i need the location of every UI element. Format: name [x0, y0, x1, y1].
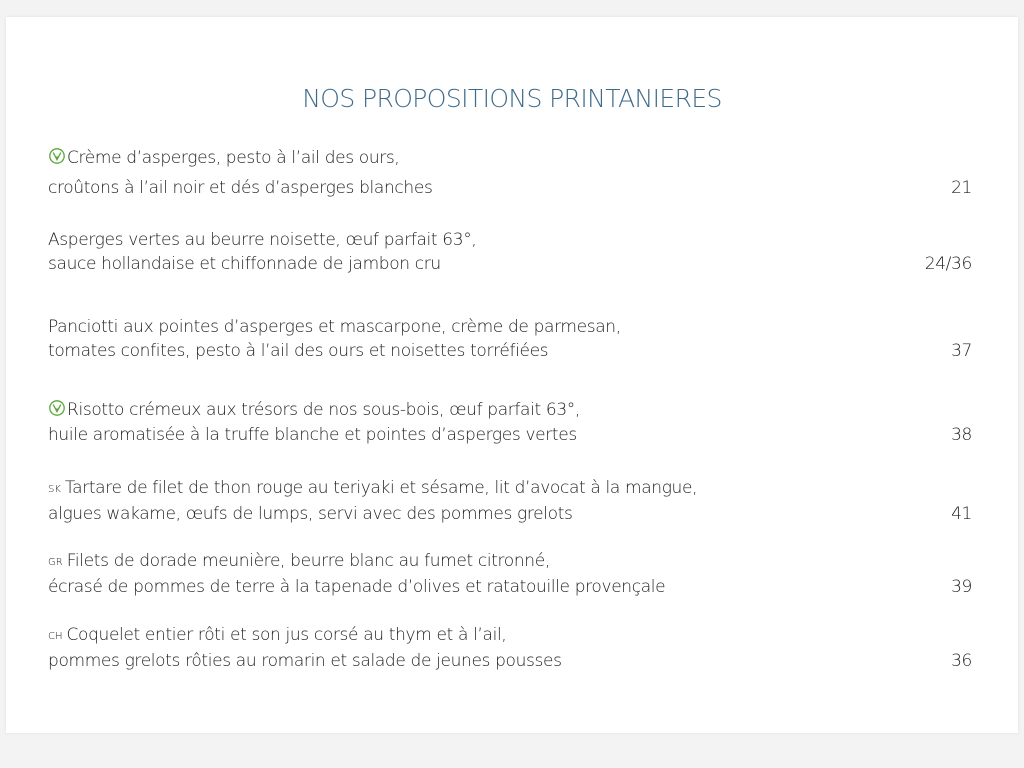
dish-line-2: pommes grelots rôties au romarin et salade de jeunes pousses	[48, 651, 562, 671]
menu-item	[48, 145, 978, 199]
dish-line-2: algues wakame, œufs de lumps, servi avec des pommes grelots	[48, 504, 573, 524]
dish-tag: CH	[48, 631, 63, 642]
menu-item	[48, 624, 978, 672]
dish-line-2: tomates confites, pesto à l’ail des ours et noisettes torréfiées	[48, 341, 549, 361]
menu-title: NOS PROPOSITIONS PRINTANIERES	[302, 84, 722, 113]
menu-item	[48, 550, 978, 598]
dish-price: 21	[951, 178, 972, 198]
leaf-icon	[48, 399, 66, 417]
dish-line-1: Panciotti aux pointes d’asperges et mascarpone, crème de parmesan,	[48, 317, 621, 337]
dish-line-1	[48, 397, 978, 423]
menu-item	[48, 397, 978, 446]
menu-item	[48, 477, 978, 525]
dish-text-1: Risotto crémeux aux trésors de nos sous-bois, œuf parfait 63°,	[67, 400, 580, 420]
dish-price: 24/36	[924, 254, 972, 274]
dish-price: 39	[951, 577, 972, 597]
dish-tag: SK	[48, 484, 61, 495]
menu-item	[48, 316, 978, 362]
leaf-icon	[48, 147, 66, 165]
dish-text-1: Tartare de filet de thon rouge au teriyaki et sésame, lit d’avocat à la mangue,	[64, 478, 698, 498]
dish-line-2: sauce hollandaise et chiffonnade de jambon cru	[48, 254, 441, 274]
dish-price: 41	[951, 504, 972, 524]
dish-line-1	[48, 624, 978, 648]
dish-text-1: Crème d’asperges, pesto à l’ail des ours,	[67, 148, 400, 168]
dish-price: 36	[951, 651, 972, 671]
dish-line-1	[48, 145, 978, 171]
dish-line-1	[48, 550, 978, 574]
dish-price: 38	[951, 425, 972, 445]
dish-line-1	[48, 477, 978, 501]
dish-text-1: Coquelet entier rôti et son jus corsé au thym et à l’ail,	[66, 625, 507, 645]
dish-text-1: Filets de dorade meunière, beurre blanc au fumet citronné,	[66, 551, 550, 571]
dish-line-1: Asperges vertes au beurre noisette, œuf parfait 63°,	[48, 230, 477, 250]
dish-line-2: huile aromatisée à la truffe blanche et pointes d’asperges vertes	[48, 425, 577, 445]
dish-line-2: croûtons à l’ail noir et dés d’asperges blanches	[48, 178, 433, 198]
dish-tag: GR	[48, 557, 63, 568]
dish-line-2: écrasé de pommes de terre à la tapenade d’olives et ratatouille provençale	[48, 577, 666, 597]
dish-price: 37	[951, 341, 972, 361]
menu-item	[48, 229, 978, 275]
